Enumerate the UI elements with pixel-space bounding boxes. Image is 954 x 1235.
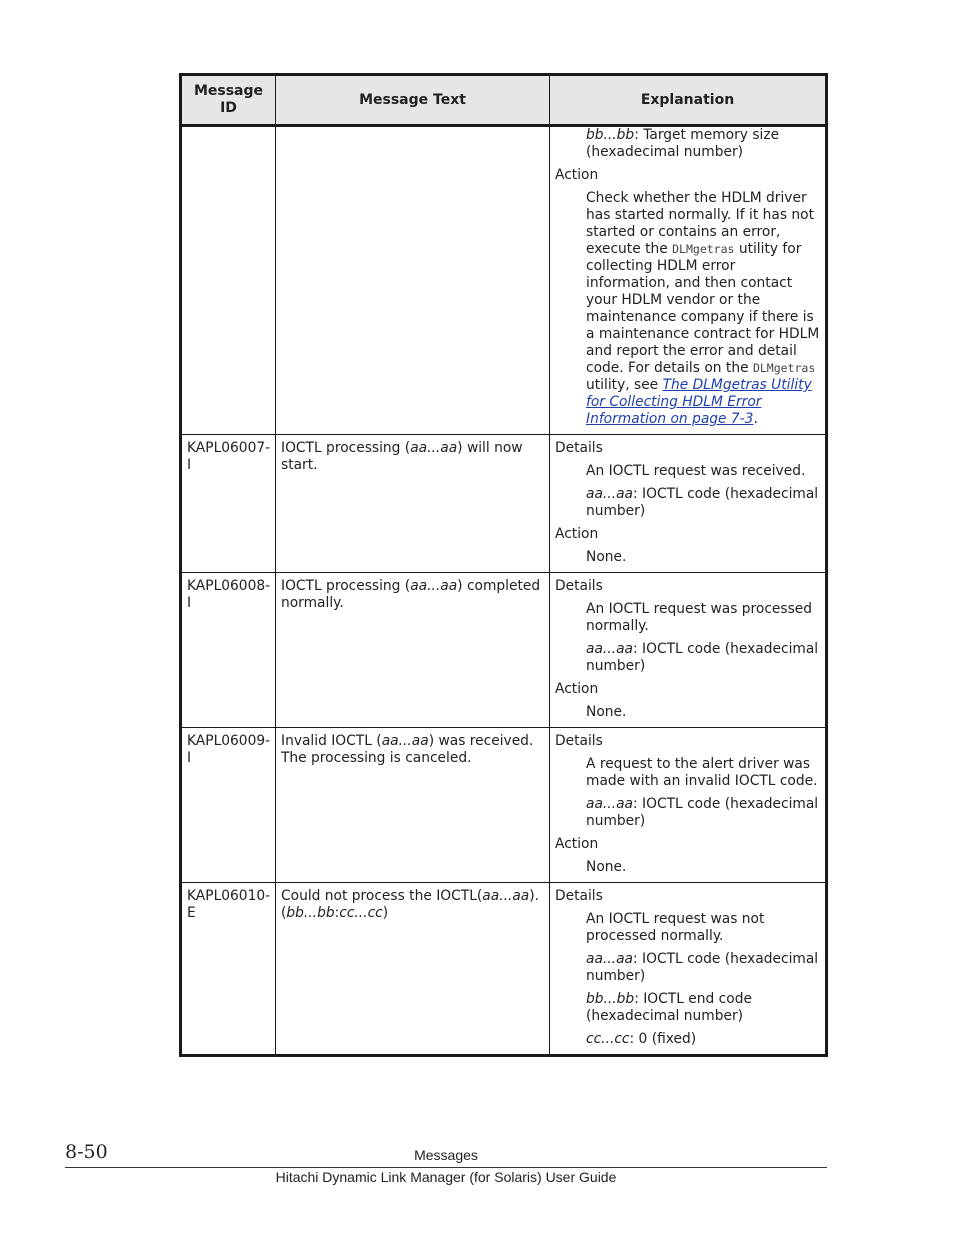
param-desc: : IOCTL code (hexadecimal number) xyxy=(586,951,819,984)
param-item xyxy=(586,796,820,830)
message-text-part: ). ( xyxy=(281,888,540,921)
param-name: bb...bb xyxy=(586,127,635,143)
details-text: An IOCTL request was processed normally. xyxy=(586,601,813,634)
action-label: Action xyxy=(555,167,599,183)
param-item xyxy=(586,991,820,1025)
param-item xyxy=(586,951,820,985)
message-text-cell xyxy=(276,728,550,883)
message-text-part: ) completed normally. xyxy=(281,578,541,611)
explanation-cell xyxy=(550,573,827,728)
message-text-part: ) will now start. xyxy=(281,440,523,473)
param-desc: : IOCTL code (hexadecimal number) xyxy=(586,796,819,829)
action-text xyxy=(586,190,820,428)
message-variable: aa...aa xyxy=(410,440,458,456)
param-name: aa...aa xyxy=(586,641,633,657)
details-label: Details xyxy=(555,733,603,749)
page-number: 8-50 xyxy=(65,1141,108,1163)
message-text-part: Invalid IOCTL ( xyxy=(281,733,382,749)
header-explanation: Explanation xyxy=(550,75,827,126)
param-name: bb...bb xyxy=(586,991,635,1007)
action-text-part: utility for collecting HDLM error information, and then contact your HDLM vendor or the maintenance company if there is a maintenance contract for HDLM and report the error and detail code. For details on the xyxy=(586,241,820,376)
message-variable: aa...aa xyxy=(482,888,530,904)
message-text-cell xyxy=(276,435,550,573)
details-text: A request to the alert driver was made with an invalid IOCTL code. xyxy=(586,756,818,789)
table-row xyxy=(181,573,827,728)
action-text: None. xyxy=(586,549,627,565)
table-row xyxy=(181,728,827,883)
action-label: Action xyxy=(555,526,599,542)
action-label: Action xyxy=(555,836,599,852)
table-header-row xyxy=(181,75,827,126)
action-text: None. xyxy=(586,704,627,720)
message-text-cell xyxy=(276,573,550,728)
message-text-cell xyxy=(276,883,550,1056)
explanation-cell xyxy=(550,883,827,1056)
message-variable: bb...bb xyxy=(286,905,335,921)
footer-section-title: Messages xyxy=(414,1147,478,1163)
param-name: cc...cc xyxy=(586,1031,630,1047)
param-desc: : Target memory size (hexadecimal number) xyxy=(586,127,780,160)
header-message-text: Message Text xyxy=(276,75,550,126)
action-text: None. xyxy=(586,859,627,875)
message-text-part: IOCTL processing ( xyxy=(281,440,411,456)
message-text-part: IOCTL processing ( xyxy=(281,578,411,594)
action-text-part: utility, see xyxy=(586,377,663,393)
explanation-cell xyxy=(550,126,827,435)
table-row-continued xyxy=(181,126,827,435)
param-item xyxy=(586,486,820,520)
action-text-part: Check whether the HDLM driver has started normally. If it has not started or contains an error, execute the xyxy=(586,190,814,257)
details-text: An IOCTL request was received. xyxy=(586,463,806,479)
param-item xyxy=(586,127,820,161)
param-desc: : IOCTL code (hexadecimal number) xyxy=(586,486,819,519)
command-name: DLMgetras xyxy=(672,242,735,256)
message-text-part: : xyxy=(334,905,340,921)
param-desc: : 0 (fixed) xyxy=(629,1031,697,1047)
param-name: aa...aa xyxy=(586,951,633,967)
param-desc: : IOCTL code (hexadecimal number) xyxy=(586,641,819,674)
table-row xyxy=(181,435,827,573)
footer-divider xyxy=(65,1167,827,1168)
message-text-part: ) was received. The processing is canceled. xyxy=(281,733,534,766)
command-name: DLMgetras xyxy=(752,361,816,375)
action-text-part: . xyxy=(753,411,758,427)
details-label: Details xyxy=(555,888,603,904)
message-text-part: Could not process the IOCTL( xyxy=(281,888,483,904)
param-item xyxy=(586,641,820,675)
footer-document-title: Hitachi Dynamic Link Manager (for Solaris) User Guide xyxy=(275,1169,617,1185)
message-text-part: ) xyxy=(382,905,389,921)
details-label: Details xyxy=(555,578,603,594)
message-id-cell: KAPL06010-E xyxy=(181,883,276,1056)
param-desc: : IOCTL end code (hexadecimal number) xyxy=(586,991,752,1024)
explanation-cell xyxy=(550,435,827,573)
message-variable: cc...cc xyxy=(339,905,383,921)
details-label: Details xyxy=(555,440,603,456)
explanation-cell xyxy=(550,728,827,883)
messages-table xyxy=(179,73,828,1057)
param-item xyxy=(586,1031,820,1048)
message-id-cell xyxy=(181,126,276,435)
table-row xyxy=(181,883,827,1056)
message-id-cell: KAPL06008-I xyxy=(181,573,276,728)
message-variable: aa...aa xyxy=(381,733,429,749)
param-name: aa...aa xyxy=(586,796,633,812)
message-id-cell: KAPL06009-I xyxy=(181,728,276,883)
details-text: An IOCTL request was not processed normally. xyxy=(586,911,765,944)
message-text-cell xyxy=(276,126,550,435)
message-variable: aa...aa xyxy=(410,578,458,594)
message-id-cell: KAPL06007-I xyxy=(181,435,276,573)
header-message-id: Message ID xyxy=(181,75,276,126)
action-label: Action xyxy=(555,681,599,697)
cross-reference-link[interactable]: The DLMgetras Utility for Collecting HDLM Error Information on page 7-3 xyxy=(586,377,812,427)
param-name: aa...aa xyxy=(586,486,633,502)
